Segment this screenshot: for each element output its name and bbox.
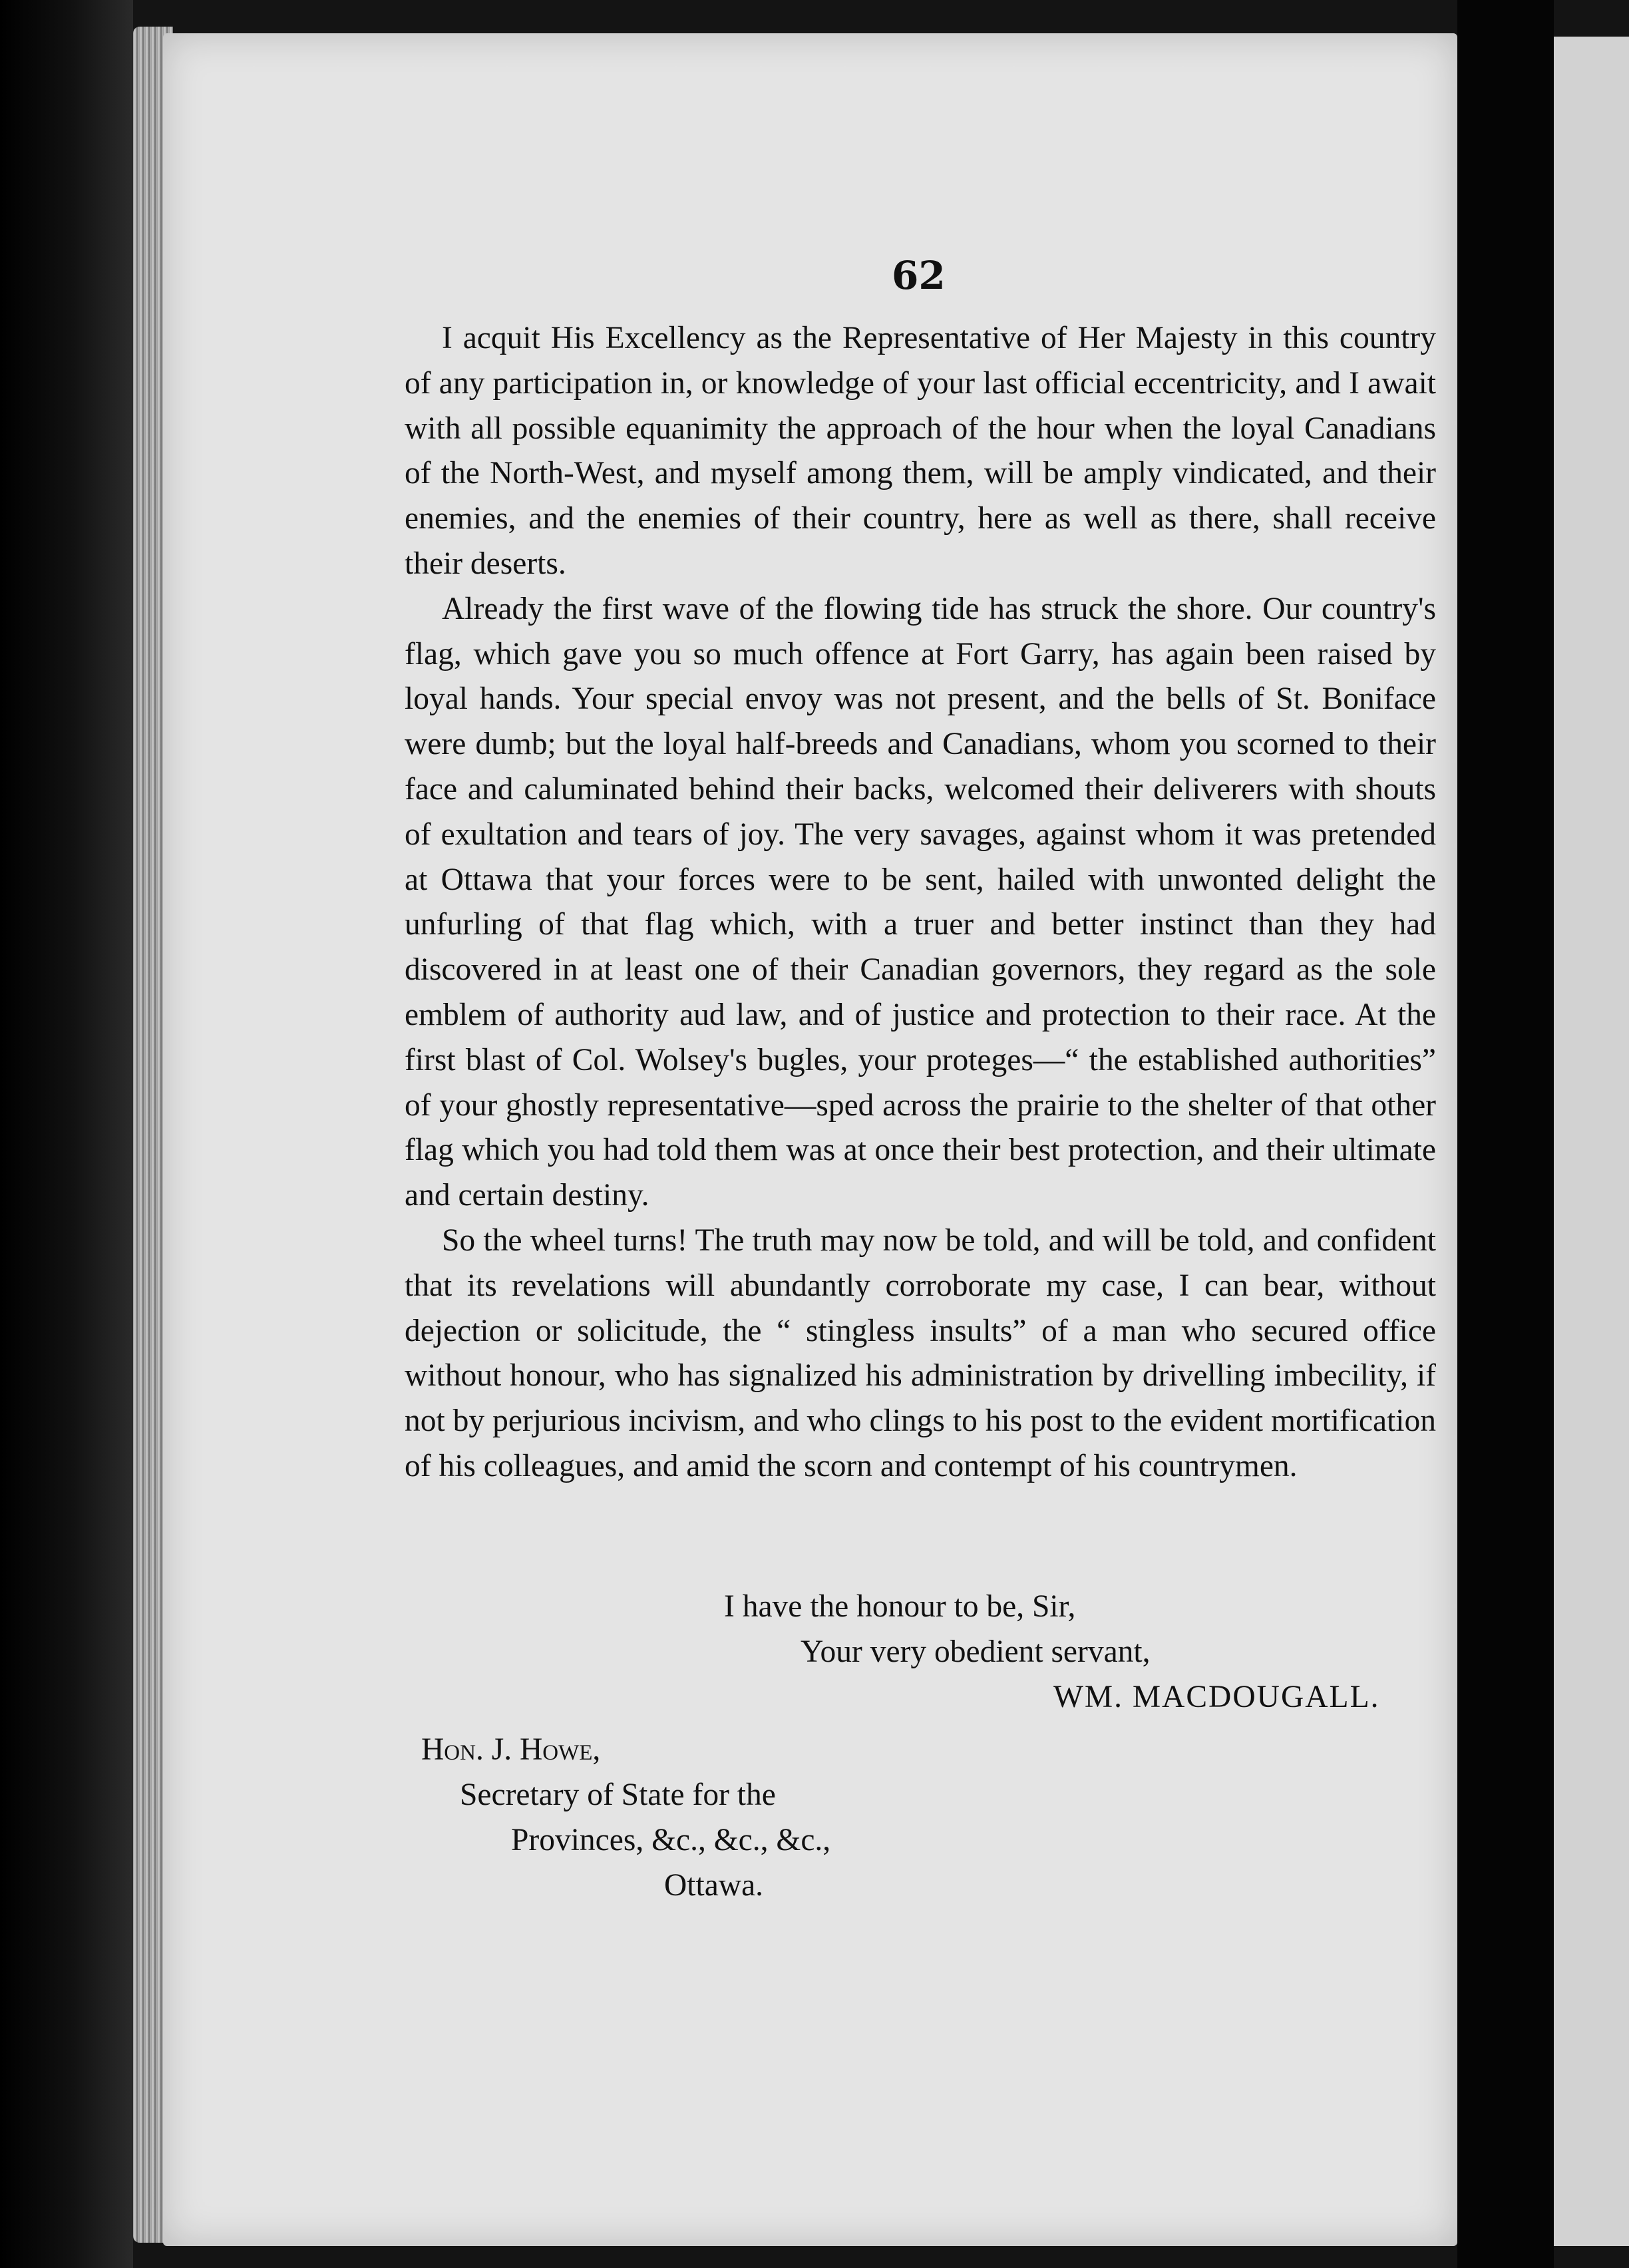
recipient-name: Hon. J. Howe, — [421, 1732, 601, 1767]
paragraph-3: So the wheel turns! The truth may now be told, and will be told, and confident that its revelations will abundantly corroborate my case, I can bear, without dejection or solicitude, the “ stingless insults” of a man who secured office without honour, who has signalized his administration by drivelling imbecility, if not by perjurious incivism, and who clings to his post to the evident mortification of his colleagues, and amid the scorn and contempt of his countrymen. — [405, 1223, 1436, 1483]
paragraph-2: Already the first wave of the flowing tide has struck the shore. Our country's flag, which gave you so much offence at Fort Garry, has again been raised by loyal hands. Your special envoy was not present, and the bells of St. Boniface were dumb; but the loyal half-breeds and Canadians, whom you scorned to their face and caluminated behind their backs, welcomed their deliverers with shouts of exultation and tears of joy. The very savages, against whom it was pretended at Ottawa that your forces were to be sent, hailed with unwonted delight the unfurling of that flag which, with a truer and better instinct than they had discovered in at least one of their Canadian governors, they regard as the sole emblem of authority aud law, and of justice and protection to their race. At the first blast of Col. Wolsey's bugles, your proteges—“ the established authorities” of your ghostly representative—sped across the prairie to the shelter of that other flag which you had told them was at once their best protection, and their ultimate and certain destiny. — [405, 591, 1436, 1213]
scan-left-border — [0, 0, 133, 2268]
recipient-location: Ottawa. — [664, 1868, 764, 1903]
signature: WM. MACDOUGALL. — [1053, 1680, 1380, 1714]
paragraph-1: I acquit His Excellency as the Representative of Her Majesty in this country of any participation in, or knowledge of your last official eccentricity, and I await with all possible equanimity the approach of the hour when the loyal Canadians of the North-West, and myself among them, will be amply vindicated, and their enemies, and the enemies of their country, here as well as there, shall receive their deserts. — [405, 321, 1436, 581]
recipient-address — [421, 1727, 1020, 1908]
recipient-title: Secretary of State for the — [460, 1778, 776, 1812]
recipient-jurisdiction: Provinces, &c., &c., &c., — [511, 1823, 831, 1857]
scan-right-gutter — [1457, 0, 1554, 2268]
adjacent-page-strip — [1554, 37, 1629, 2246]
closing-complimentary: Your very obedient servant, — [801, 1634, 1151, 1669]
letter-closing — [405, 1584, 1436, 1720]
page-number: 62 — [892, 253, 946, 298]
closing-salutation: I have the honour to be, Sir, — [724, 1589, 1076, 1624]
letter-body — [405, 316, 1436, 1489]
